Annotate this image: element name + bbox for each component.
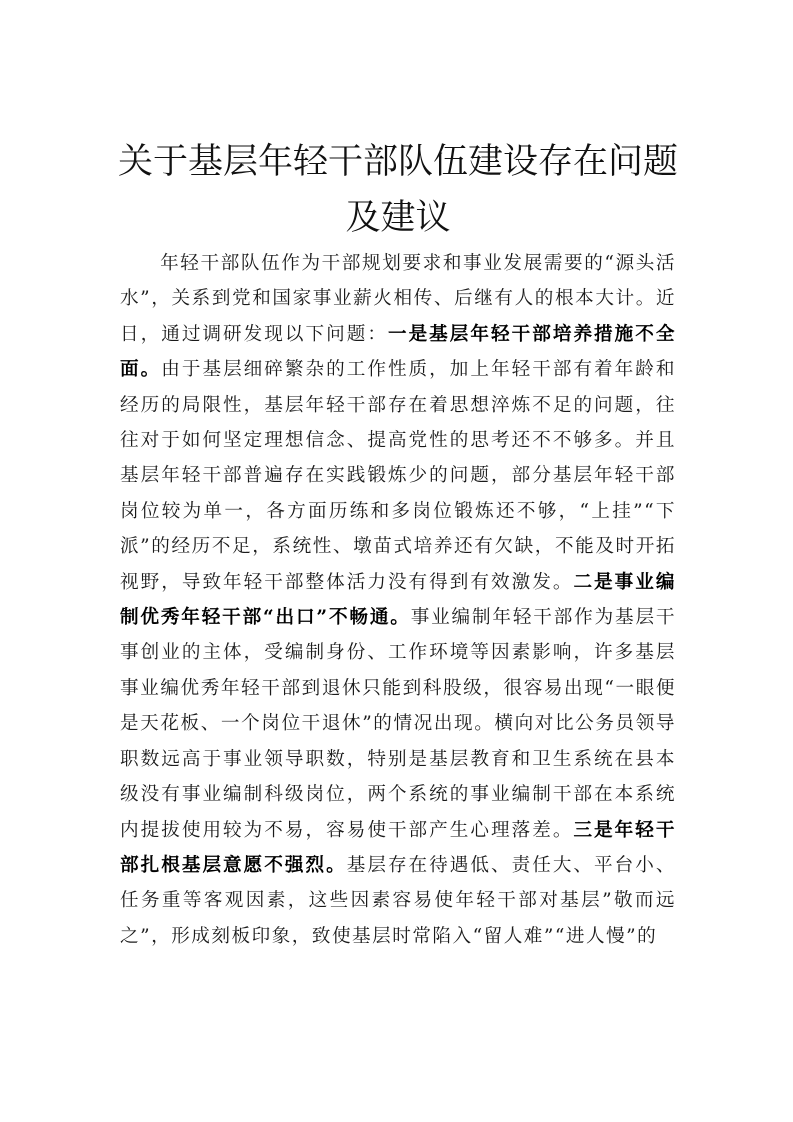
paragraph-intro-text: 年轻干部队伍作为干部规划要求和事业发展需要的“源头活水”，关系到党和国家事业薪火相传、后继有人的根本大计。近日，通过调研发现以下问题： [120,253,676,345]
problem-text-3: 基层存在待遇低、责任大、平台小、任务重等客观因素，这些因素容易使年轻干部对基层”敬而远之”，形成刻板印象，致使基层时常陷入“留人难”“进人慢”的 [120,854,676,947]
problem-heading-3: 三是年轻干部扎根基层意愿不强烈。 [120,819,676,876]
problem-text-1: 由于基层细碎繁杂的工作性质，加上年轻干部有着年龄和经历的局限性，基层年轻干部存在着思想淬炼不足的问题，往往对于如何坚定理想信念、提高党性的思考还不不够多。并且基层年轻干部普遍存在实践锻炼少的问题，部分基层年轻干部岗位较为单一，各方面历练和多岗位锻炼还不够，“上挂”“下派”的经历不足，系统性、墩苗式培养还有欠缺，不能及时开拓视野，导致年轻干部整体活力没有得到有效激发。 [120,359,676,593]
problem-text-2: 事业编制年轻干部作为基层干事创业的主体，受编制身份、工作环境等因素影响，许多基层事业编优秀年轻干部到退休只能到科股级，很容易出现“一眼便是天花板、一个岗位干退休”的情况出现。横向对比公务员领导职数远高于事业领导职数，特别是基层教育和卫生系统在县本级没有事业编制科级岗位，两个系统的事业编制干部在本系统内提拔使用较为不易，容易使干部产生心理落差。 [120,607,676,841]
body-paragraph [120,246,676,954]
problem-heading-2: 二是事业编制优秀年轻干部“出口”不畅通。 [120,571,676,629]
document-title: 关于基层年轻干部队伍建设存在问题及建议 [118,142,679,238]
problem-heading-1: 一是基层年轻干部培养措施不全面。 [120,323,676,381]
